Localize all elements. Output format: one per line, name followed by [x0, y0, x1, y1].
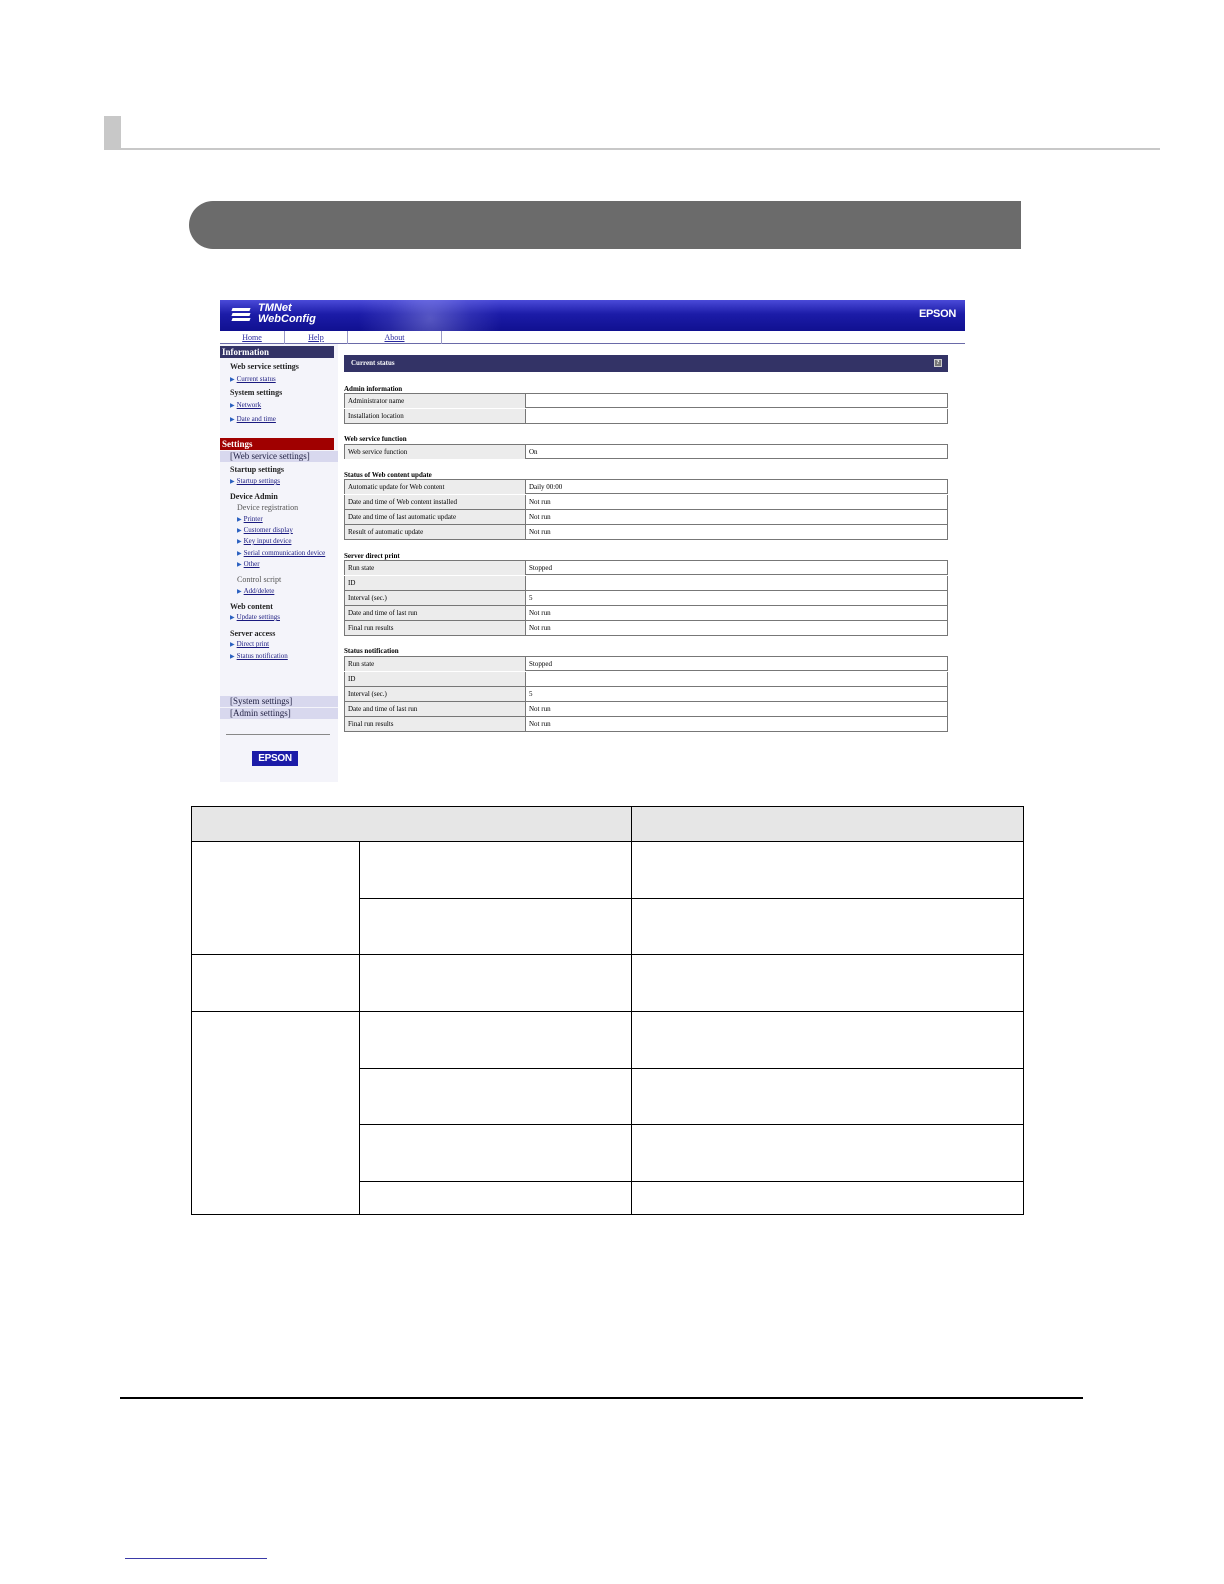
header-decoration	[330, 300, 530, 331]
row-label: Automatic update for Web content	[345, 480, 526, 494]
row-value: Not run	[529, 705, 551, 713]
row-value: Stopped	[529, 660, 552, 668]
group-heading-admin-information: Admin information	[344, 385, 403, 393]
status-row	[344, 656, 948, 671]
sidebar-link-key-input-device[interactable]: ▶ Key input device	[237, 536, 291, 547]
status-row	[344, 525, 948, 540]
current-status-title: Current status	[351, 359, 395, 367]
group-heading-server-direct-print: Server direct print	[344, 552, 400, 560]
row-value: 5	[529, 594, 533, 602]
status-row	[344, 672, 948, 687]
sidebar-link-update-settings[interactable]: ▶ Update settings	[230, 612, 280, 623]
sidebar	[220, 344, 338, 782]
status-row	[344, 444, 948, 459]
section-marker	[104, 116, 121, 149]
sidebar-sub-device-registration: Device registration	[237, 503, 299, 512]
table-cell	[360, 842, 632, 899]
table-row	[192, 955, 1024, 1012]
table-cell	[632, 955, 1024, 1012]
nav-home-link[interactable]: Home	[220, 331, 285, 344]
table-cell	[632, 1125, 1024, 1182]
row-value: Not run	[529, 498, 551, 506]
sidebar-link-add-delete[interactable]: ▶ Add/delete	[237, 586, 274, 597]
table-cell	[632, 1069, 1024, 1125]
row-value: Not run	[529, 720, 551, 728]
sidebar-epson-logo: EPSON	[252, 751, 298, 766]
table-cell	[192, 1012, 360, 1215]
sidebar-link-printer[interactable]: ▶ Printer	[237, 514, 263, 525]
status-row	[344, 393, 948, 408]
row-value: Daily 00:00	[529, 483, 563, 491]
status-row	[344, 717, 948, 732]
sidebar-sub-control-script: Control script	[237, 575, 282, 584]
row-label: Web service function	[345, 445, 526, 459]
row-label: Result of automatic update	[345, 525, 526, 539]
sidebar-cat-server-access: Server access	[230, 629, 276, 638]
sidebar-cat-system-settings: System settings	[230, 388, 283, 397]
sidebar-link-other[interactable]: ▶ Other	[237, 559, 260, 570]
table-cell	[632, 899, 1024, 955]
table-cell	[360, 1012, 632, 1069]
help-icon[interactable]: ?	[934, 359, 942, 367]
row-value: Not run	[529, 528, 551, 536]
sidebar-link-status-notification[interactable]: ▶ Status notification	[230, 651, 288, 662]
logo-line2: WebConfig	[258, 313, 316, 325]
tmnet-logo	[258, 303, 316, 325]
row-label: ID	[345, 672, 526, 686]
row-label: Date and time of last run	[345, 606, 526, 620]
status-row	[344, 560, 948, 575]
row-label: Date and time of Web content installed	[345, 495, 526, 509]
row-label: Date and time of last run	[345, 702, 526, 716]
table-cell	[192, 842, 360, 955]
nav-help-link[interactable]: Help	[285, 331, 348, 344]
row-label: Date and time of last automatic update	[345, 510, 526, 524]
table-cell	[360, 1069, 632, 1125]
top-nav	[220, 331, 965, 344]
status-row	[344, 479, 948, 494]
sidebar-link-customer-display[interactable]: ▶ Customer display	[237, 525, 293, 536]
table-cell	[632, 1012, 1024, 1069]
group-heading-web-service-function: Web service function	[344, 435, 407, 443]
row-value: Stopped	[529, 564, 552, 572]
footer-link-underline	[125, 1558, 267, 1559]
table-row	[192, 1012, 1024, 1069]
status-row	[344, 510, 948, 525]
row-label: Administrator name	[345, 394, 526, 408]
sidebar-link-date-and-time[interactable]: ▶ Date and time	[230, 414, 276, 425]
table-cell	[632, 842, 1024, 899]
row-label: Final run results	[345, 621, 526, 635]
sidebar-link-current-status[interactable]: ▶ Current status	[230, 374, 276, 385]
table-header-row	[192, 807, 1024, 842]
footer-rule	[120, 1397, 1083, 1399]
table-cell	[360, 955, 632, 1012]
nav-about-link[interactable]: About	[348, 331, 442, 344]
row-value: Not run	[529, 609, 551, 617]
status-row	[344, 702, 948, 717]
sidebar-header-information: Information	[220, 346, 334, 358]
row-label: ID	[345, 576, 526, 590]
section-banner	[189, 201, 1021, 249]
header-cell	[192, 807, 632, 842]
row-label: Run state	[345, 561, 526, 575]
description-table	[191, 806, 1024, 1215]
header-cell	[632, 807, 1024, 842]
row-value: On	[529, 448, 538, 456]
table-cell	[360, 899, 632, 955]
sidebar-link-network[interactable]: ▶ Network	[230, 400, 261, 411]
sidebar-link-direct-print[interactable]: ▶ Direct print	[230, 639, 269, 650]
status-row	[344, 591, 948, 606]
row-label: Interval (sec.)	[345, 687, 526, 701]
sidebar-system-settings-bracket[interactable]: [System settings]	[220, 696, 338, 707]
table-cell	[192, 955, 360, 1012]
tmnet-logo-icon	[232, 308, 250, 324]
row-label: Installation location	[345, 409, 526, 423]
sidebar-link-startup-settings[interactable]: ▶ Startup settings	[230, 476, 280, 487]
row-label: Interval (sec.)	[345, 591, 526, 605]
webconfig-header	[220, 300, 965, 331]
row-value: Not run	[529, 624, 551, 632]
status-row	[344, 409, 948, 424]
epson-logo: EPSON	[918, 308, 956, 320]
sidebar-link-serial-communication-device[interactable]: ▶ Serial communication device	[237, 548, 325, 559]
table-cell	[360, 1125, 632, 1182]
status-row	[344, 576, 948, 591]
sidebar-cat-web-service-settings: Web service settings	[230, 362, 299, 371]
status-row	[344, 687, 948, 702]
row-value: 5	[529, 690, 533, 698]
sidebar-web-service-settings-bracket[interactable]: [Web service settings]	[220, 451, 338, 462]
webconfig-screenshot	[220, 300, 965, 782]
status-row	[344, 495, 948, 510]
row-value: Not run	[529, 513, 551, 521]
group-heading-web-content-update: Status of Web content update	[344, 471, 432, 479]
table-row	[192, 842, 1024, 899]
logo-line1: TMNet	[258, 302, 292, 314]
section-rule	[104, 148, 1160, 150]
sidebar-cat-web-content: Web content	[230, 602, 273, 611]
current-status-title-bar	[344, 355, 948, 372]
group-heading-status-notification: Status notification	[344, 647, 399, 655]
row-label: Run state	[345, 657, 526, 671]
table-cell	[632, 1182, 1024, 1215]
status-row	[344, 621, 948, 636]
row-label: Final run results	[345, 717, 526, 731]
sidebar-cat-device-admin: Device Admin	[230, 492, 278, 501]
status-row	[344, 606, 948, 621]
sidebar-header-settings: Settings	[220, 438, 334, 450]
sidebar-divider	[226, 734, 330, 735]
sidebar-cat-startup-settings: Startup settings	[230, 465, 285, 474]
table-cell	[360, 1182, 632, 1215]
sidebar-admin-settings-bracket[interactable]: [Admin settings]	[220, 708, 338, 719]
